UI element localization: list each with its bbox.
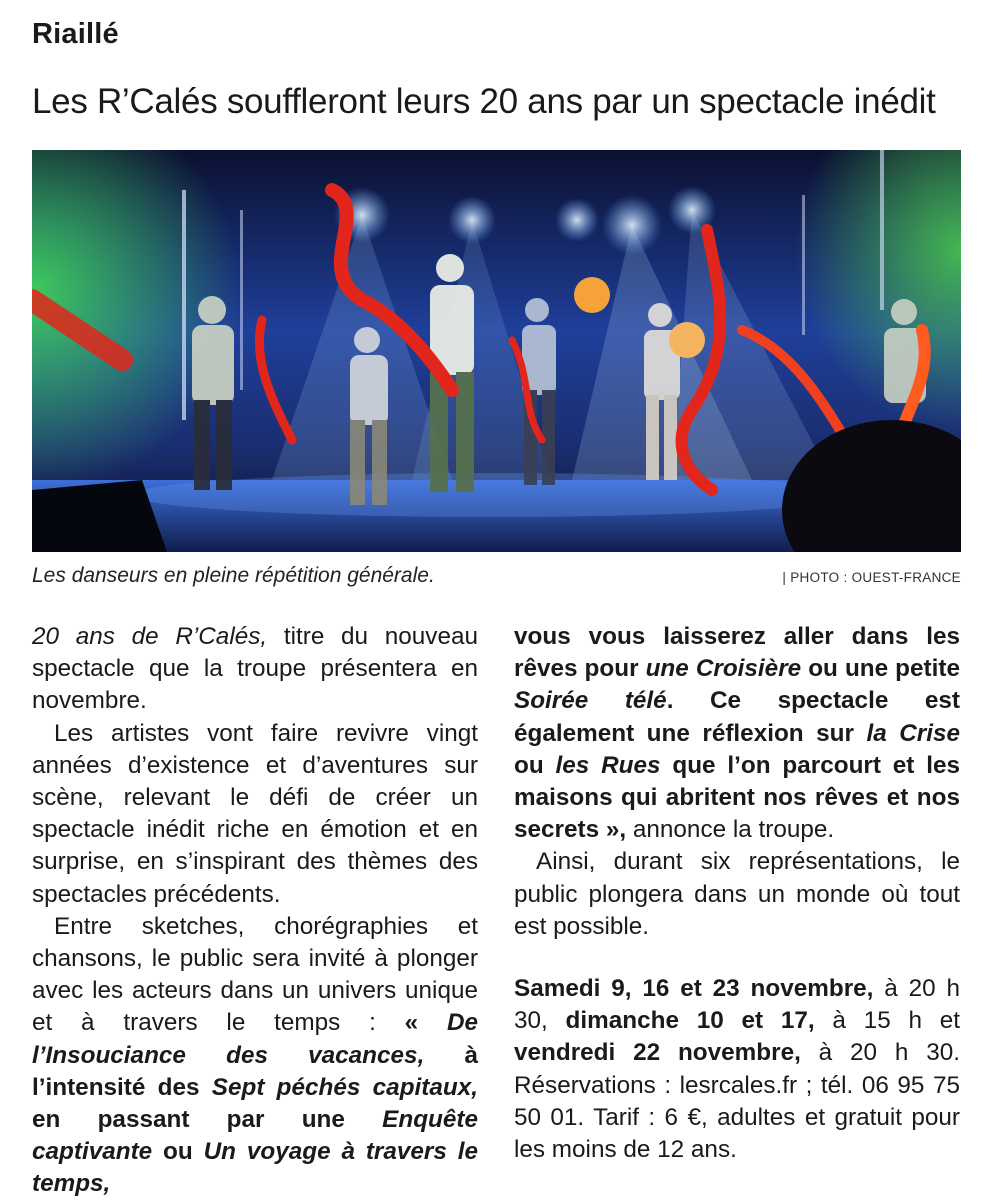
quote-text-5: ou une petite	[801, 655, 960, 683]
stage-photo	[32, 150, 961, 552]
booking-info: à 20 h 30. Réservations : lesrcales.fr ; tél. 06 95 75 50 01. Tarif : 6 €, adultes et gratuit pour les moins de 12 ans.	[514, 1039, 960, 1164]
paragraph-program-cont	[514, 621, 960, 846]
attribution: annonce la troupe.	[626, 816, 835, 844]
title-rues: les Rues	[555, 751, 661, 779]
title-sept-peches: Sept péchés capitaux,	[211, 1073, 478, 1101]
title-soiree-tele: Soirée télé	[514, 687, 667, 715]
title-voyage: Un voyage à travers le temps,	[32, 1138, 479, 1198]
article-column-right	[514, 621, 960, 1166]
quote-text-1: à l’intensité des	[32, 1041, 479, 1101]
photo-credit: | PHOTO : OUEST-FRANCE	[782, 570, 961, 585]
paragraph-intro	[32, 621, 478, 718]
time-2: à 15 h et	[814, 1007, 961, 1035]
quote-text-4: vous vous laisserez aller dans les rêves pour	[514, 623, 960, 683]
program-text: Entre sketches, chorégraphies et chansons, le public sera invité à plonger avec les acteurs dans un univers unique et à travers le temps :	[32, 912, 478, 1037]
dates-sunday: dimanche 10 et 17,	[565, 1007, 815, 1035]
quote-text-8: que l’on parcourt et les maisons qui abritent nos rêves et nos secrets »,	[514, 751, 960, 844]
title-crise: la Crise	[866, 719, 960, 747]
dates-saturday: Samedi 9, 16 et 23 novembre,	[514, 975, 874, 1003]
title-enquete: Enquête captivante	[32, 1106, 478, 1166]
practical-info	[514, 973, 960, 1166]
intro-text: titre du nouveau spectacle que la troupe présentera en novembre.	[32, 623, 478, 715]
article-column-left	[32, 621, 478, 1201]
dates-friday: vendredi 22 novembre,	[514, 1039, 801, 1067]
show-title: 20 ans de R’Calés,	[32, 623, 268, 650]
dancers-stage-illustration	[32, 150, 961, 552]
article-headline: Les R’Calés souffleront leurs 20 ans par un spectacle inédit	[32, 82, 936, 121]
time-1: à 20 h 30,	[514, 975, 960, 1035]
paragraph-program	[32, 911, 478, 1201]
paragraph-conclusion: Ainsi, durant six représentations, le public plongera dans un monde où tout est possible.	[514, 848, 960, 940]
quote-text-7: ou	[514, 751, 556, 779]
quote-text-6: . Ce spectacle est également une réflexion sur	[514, 687, 960, 747]
quote-text-2: en passant par une	[32, 1106, 383, 1134]
title-croisiere: une Croisière	[645, 655, 802, 683]
title-insouciance: De l’Insouciance des vacances,	[32, 1009, 479, 1069]
paragraph-artists: Les artistes vont faire revivre vingt années d’existence et d’aventures sur scène, relevant le défi de créer un spectacle inédit riche en émotion et en surprise, en s’inspirant des thèmes des spectacles précédents.	[32, 719, 478, 908]
quote-text-3: ou	[152, 1138, 204, 1166]
photo-caption: Les danseurs en pleine répétition générale.	[32, 564, 435, 587]
location-kicker: Riaillé	[32, 18, 119, 50]
quote-open: «	[404, 1009, 447, 1037]
